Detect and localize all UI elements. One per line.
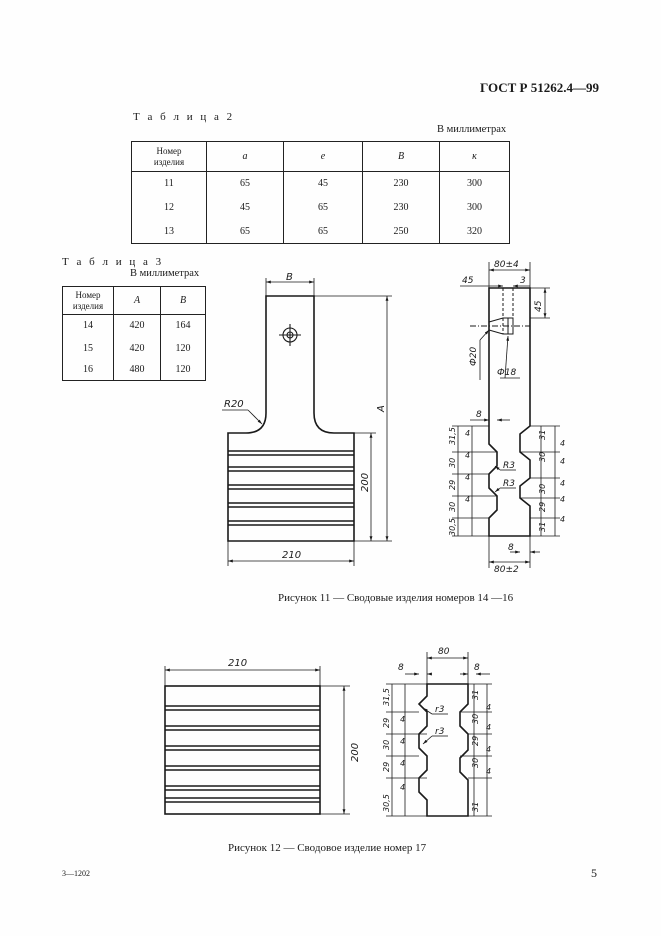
table-3-header-b: B: [161, 287, 206, 315]
table-cell: 120: [161, 337, 206, 360]
fig11-left-step: 30,5: [448, 518, 457, 536]
table-cell: 12: [132, 196, 207, 220]
table-cell: 65: [207, 172, 284, 196]
fig11-left-step: 29: [448, 479, 457, 490]
table-cell: 65: [284, 220, 363, 244]
figure-11-caption: Рисунок 11 — Сводовые изделия номеров 14 —16: [278, 592, 514, 604]
fig11-gap: 4: [560, 457, 566, 466]
fig11-label-210: 210: [282, 550, 302, 561]
table-cell: 45: [207, 196, 284, 220]
fig12-left-step: 30,5: [382, 794, 391, 812]
table-cell: 11: [132, 172, 207, 196]
fig11-left-step: 30: [448, 457, 457, 468]
fig11-label-b: B: [286, 272, 293, 283]
table-cell: 15: [63, 337, 114, 360]
fig12-left-step: 29: [382, 761, 391, 772]
fig11-right-step: 30: [538, 483, 547, 494]
table-3-header-a: A: [114, 287, 161, 315]
fig12-label-200: 200: [350, 742, 361, 762]
fig11-gap: 4: [560, 479, 566, 488]
fig11-label-200: 200: [360, 472, 371, 492]
fig12-label-8-left: 8: [398, 663, 404, 673]
fig12-gap: 4: [486, 767, 492, 776]
fig11-label-r20: R20: [224, 399, 244, 410]
table-cell: 300: [440, 196, 510, 220]
table-cell: 300: [440, 172, 510, 196]
fig11-left-step: 31,5: [448, 427, 457, 445]
table-cell: 164: [161, 315, 206, 337]
table-cell: 14: [63, 315, 114, 337]
fig11-gap: 4: [465, 451, 471, 460]
fig11-label-8-top: 8: [476, 410, 482, 420]
fig11-label-45-right: 45: [534, 300, 544, 312]
fig11-gap: 4: [465, 495, 471, 504]
fig12-label-210: 210: [228, 658, 248, 669]
fig11-gap: 4: [465, 473, 471, 482]
table-2-header-b: B: [363, 142, 440, 172]
table-cell: 13: [132, 220, 207, 244]
table-2-units: В миллиметрах: [437, 124, 507, 135]
figure-12-front-view: [165, 666, 350, 814]
figure-11-front-view: [222, 278, 392, 566]
fig11-right-step: 31: [538, 521, 547, 532]
fig12-gap: 4: [400, 759, 406, 768]
fig11-label-8-bottom: 8: [508, 543, 514, 553]
table-cell: 230: [363, 172, 440, 196]
fig12-gap: 4: [400, 783, 406, 792]
table-2-header-e: e: [284, 142, 363, 172]
table-cell: 16: [63, 360, 114, 381]
fig11-label-45-top: 45: [462, 276, 474, 286]
fig11-label-3: 3: [520, 276, 526, 286]
table-cell: 45: [284, 172, 363, 196]
fig11-label-phi20: Ф20: [469, 346, 479, 366]
table-3-header-number-text: Номер изделия: [72, 289, 104, 311]
table-cell: 230: [363, 196, 440, 220]
fig11-right-step: 29: [538, 501, 547, 512]
fig12-label-8-right: 8: [474, 663, 480, 673]
figure-12-caption: Рисунок 12 — Сводовое изделие номер 17: [228, 842, 427, 854]
fig11-label-r3: R3: [503, 461, 515, 471]
table-3-units: В миллиметрах: [130, 268, 200, 279]
fig11-right-step: 31: [538, 429, 547, 440]
table-2-header-number-text: Номер изделия: [153, 145, 185, 167]
fig12-right-step: 30: [471, 757, 480, 768]
crosshair-icon: [279, 324, 301, 346]
fig12-gap: 4: [400, 737, 406, 746]
fig11-label-80pm2: 80±2: [494, 565, 519, 575]
table-2-caption: Т а б л и ц а 2: [133, 111, 235, 123]
fig11-left-step: 30: [448, 501, 457, 512]
fig12-gap: 4: [486, 703, 492, 712]
fig11-gap: 4: [560, 439, 566, 448]
fig11-label-phi18: Ф18: [497, 368, 517, 378]
fig12-right-step: 31: [471, 801, 480, 812]
table-2-header-a: a: [207, 142, 284, 172]
table-2-header-k: к: [440, 142, 510, 172]
fig12-right-step: 31: [471, 689, 480, 700]
fig12-left-step: 31,5: [382, 688, 391, 706]
fig11-gap: 4: [560, 495, 566, 504]
print-code: 3—1202: [62, 869, 90, 878]
table-cell: 480: [114, 360, 161, 381]
fig11-gap: 4: [465, 429, 471, 438]
table-cell: 320: [440, 220, 510, 244]
standard-number: ГОСТ Р 51262.4—99: [480, 80, 599, 95]
table-cell: 250: [363, 220, 440, 244]
fig11-gap: 4: [560, 515, 566, 524]
fig11-label-80pm4: 80±4: [494, 260, 519, 270]
page-number: 5: [591, 866, 597, 880]
fig11-label-r3: R3: [503, 479, 515, 489]
fig12-left-step: 29: [382, 717, 391, 728]
table-cell: 65: [207, 220, 284, 244]
table-cell: 120: [161, 360, 206, 381]
fig11-right-step: 30: [538, 451, 547, 462]
fig12-label-80: 80: [438, 647, 450, 657]
fig12-label-r3: r3: [435, 727, 445, 737]
fig12-left-step: 30: [382, 739, 391, 750]
fig12-right-step: 30: [471, 713, 480, 724]
table-cell: 420: [114, 315, 161, 337]
fig12-gap: 4: [486, 745, 492, 754]
table-cell: 65: [284, 196, 363, 220]
fig11-label-a: A: [376, 405, 387, 412]
table-3-caption: Т а б л и ц а 3: [62, 256, 164, 268]
fig12-gap: 4: [486, 723, 492, 732]
fig12-right-step: 29: [471, 735, 480, 746]
fig12-label-r3: r3: [435, 705, 445, 715]
fig12-gap: 4: [400, 715, 406, 724]
table-cell: 420: [114, 337, 161, 360]
